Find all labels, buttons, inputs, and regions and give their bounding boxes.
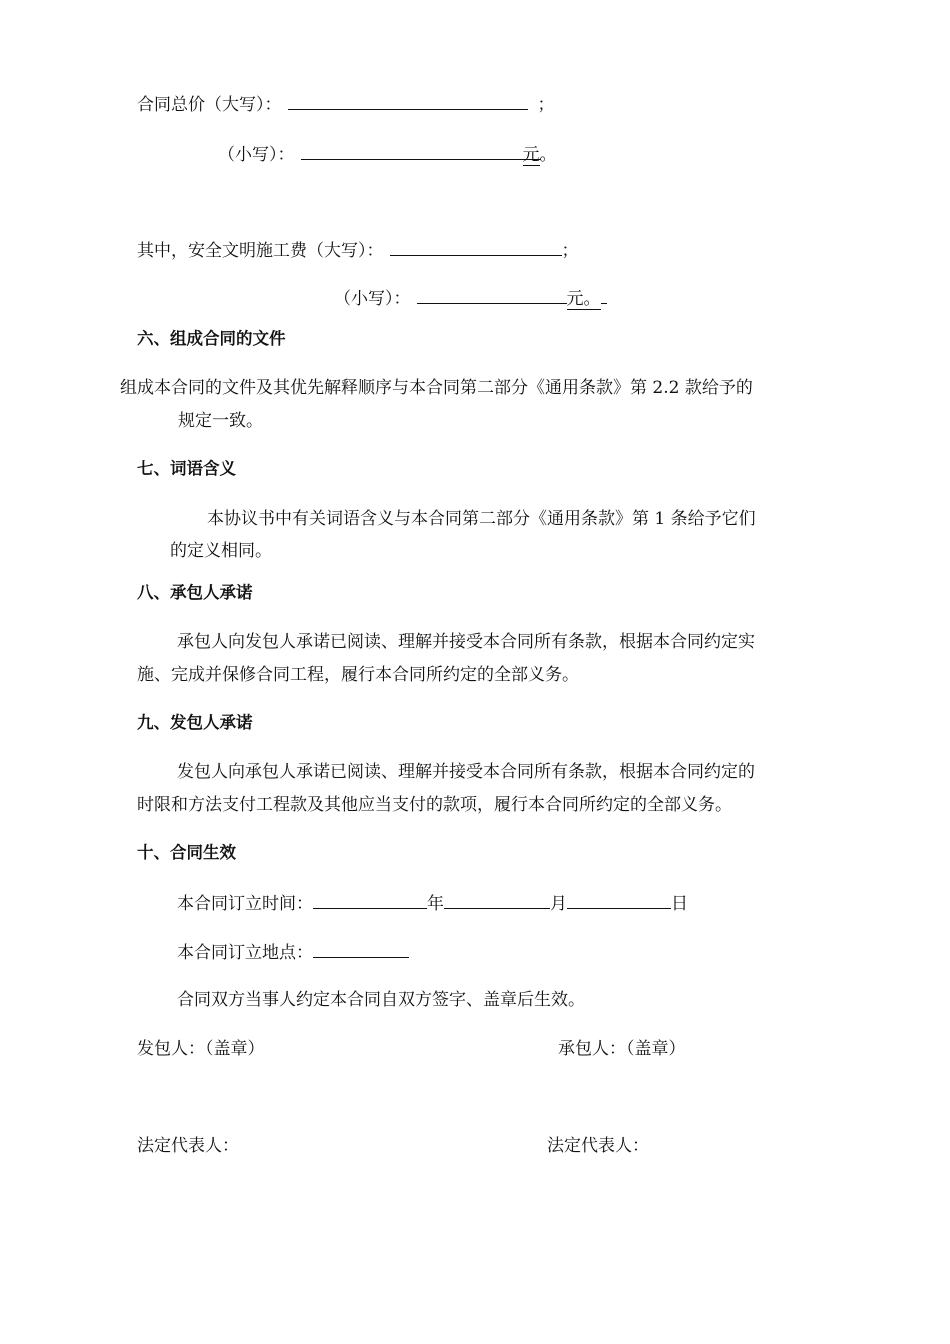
total-price-uppercase-line [137, 91, 555, 117]
section-7-heading: 七、词语含义 [137, 459, 236, 478]
total-price-lowercase-label: （小写）： [218, 145, 295, 165]
trailing-underline [601, 285, 607, 304]
section-7-line-1: 本协议书中有关词语含义与本合同第二部分《通用条款》第 1 条给予它们 [207, 509, 756, 529]
safety-fee-uppercase-blank[interactable] [390, 237, 562, 256]
section-8-line-1: 承包人向发包人承诺已阅读、理解并接受本合同所有条款，根据本合同约定实 [177, 632, 755, 652]
total-price-uppercase-blank[interactable] [288, 91, 528, 110]
safety-fee-lowercase-label: （小写）： [334, 289, 411, 309]
day-unit: 日 [671, 894, 688, 914]
safety-fee-lowercase-blank[interactable] [417, 285, 567, 304]
employer-seal-label: 发包人：（盖章） [137, 1039, 265, 1059]
yuan-unit: 元 [522, 145, 540, 165]
section-6-line-1: 组成本合同的文件及其优先解释顺序与本合同第二部分《通用条款》第 2.2 款给予的 [120, 378, 753, 398]
section-10-heading: 十、合同生效 [137, 843, 236, 862]
year-unit: 年 [427, 894, 444, 914]
signing-date-line [177, 890, 688, 916]
total-price-uppercase-label: 合同总价（大写）： [137, 95, 282, 115]
section-6-line-2: 规定一致。 [178, 411, 263, 431]
semicolon-2: ； [561, 241, 579, 261]
month-blank[interactable] [444, 890, 550, 909]
section-9-heading: 九、发包人承诺 [137, 713, 253, 732]
signing-date-label: 本合同订立时间： [177, 894, 313, 914]
day-blank[interactable] [567, 890, 671, 909]
section-6-heading: 六、组成合同的文件 [137, 329, 286, 348]
contractor-seal-label: 承包人：（盖章） [558, 1039, 686, 1059]
section-7-line-2: 的定义相同。 [170, 541, 272, 561]
place-blank[interactable] [313, 939, 409, 958]
section-9-line-2: 时限和方法支付工程款及其他应当支付的款项，履行本合同所约定的全部义务。 [137, 795, 732, 815]
section-8-line-2: 施、完成并保修合同工程，履行本合同所约定的全部义务。 [137, 665, 579, 685]
signing-place-label: 本合同订立地点： [177, 943, 313, 963]
contractor-legal-rep-label: 法定代表人： [547, 1136, 649, 1156]
year-blank[interactable] [313, 890, 427, 909]
total-price-lowercase-blank[interactable] [301, 141, 541, 160]
yuan-unit-2: 元。 [566, 289, 601, 309]
month-unit: 月 [550, 894, 567, 914]
signing-place-line [177, 939, 409, 965]
semicolon: ； [537, 95, 555, 115]
section-8-heading: 八、承包人承诺 [137, 583, 253, 602]
period: 。 [539, 145, 557, 165]
safety-fee-uppercase-label: 其中，安全文明施工费（大写）： [137, 241, 384, 261]
safety-fee-uppercase-line [137, 237, 579, 263]
effective-clause: 合同双方当事人约定本合同自双方签字、盖章后生效。 [177, 990, 585, 1010]
section-9-line-1: 发包人向承包人承诺已阅读、理解并接受本合同所有条款，根据本合同约定的 [177, 762, 755, 782]
safety-fee-lowercase-line [334, 285, 607, 311]
total-price-lowercase-line [218, 141, 557, 167]
employer-legal-rep-label: 法定代表人： [137, 1136, 239, 1156]
